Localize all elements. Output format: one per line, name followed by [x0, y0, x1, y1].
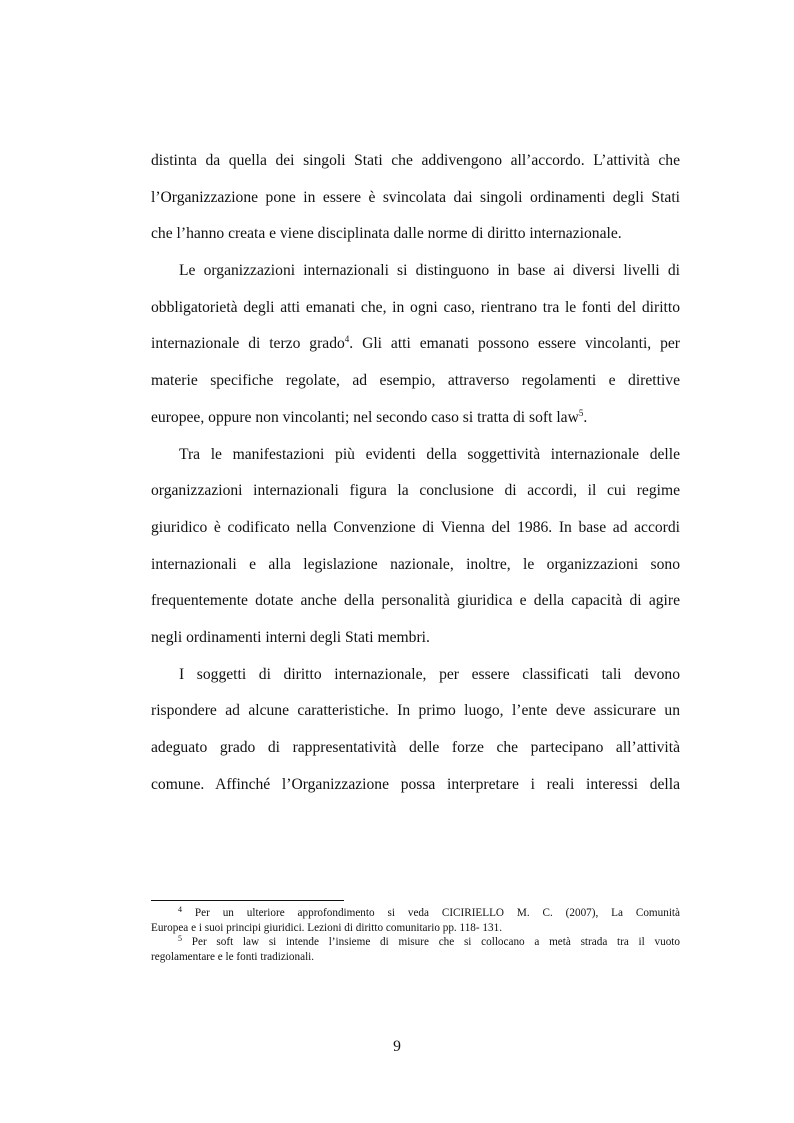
paragraph-4-line-4: comune. Affinché l’Organizzazione possa interpretare i reali interessi della	[151, 775, 680, 793]
paragraph-3-line-4: internazionali e alla legislazione nazionale, inoltre, le organizzazioni sono	[151, 555, 680, 573]
footnote-4-line-1	[151, 906, 680, 921]
footnote-5-line-2: regolamentare e le fonti tradizionali.	[151, 950, 315, 963]
paragraph-2-line-5	[151, 400, 680, 437]
paragraph-1	[151, 143, 680, 253]
paragraph-1-line-3: che l’hanno creata e viene disciplinata dalle norme di diritto internazionale.	[151, 225, 622, 243]
paragraph-2-line-2: obbligatorietà degli atti emanati che, in ogni caso, rientrano tra le fonti del diritto	[151, 298, 680, 316]
body-text	[151, 143, 680, 803]
paragraph-2-line-3-text-a: internazionale di terzo grado	[151, 335, 345, 353]
paragraph-1-line-1: distinta da quella dei singoli Stati che addivengono all’accordo. L’attività che	[151, 152, 680, 169]
footnote-4-line-2: Europea e i suoi principi giuridici. Lezioni di diritto comunitario pp. 118- 131.	[151, 921, 502, 934]
paragraph-3-line-6: negli ordinamenti interni degli Stati membri.	[151, 628, 430, 646]
paragraph-4-line-1: I soggetti di diritto internazionale, per essere classificati tali devono	[179, 665, 680, 683]
paragraph-3-line-5: frequentemente dotate anche della personalità giuridica e della capacità di agire	[151, 592, 680, 610]
paragraph-2-line-3	[151, 326, 680, 363]
footnotes	[151, 906, 680, 964]
paragraph-2	[151, 253, 680, 436]
footnote-5	[151, 935, 680, 964]
footnote-4-number: 4	[178, 905, 182, 914]
paragraph-2-line-4: materie specifiche regolate, ad esempio, attraverso regolamenti e direttive	[151, 372, 680, 390]
paragraph-3-line-2: organizzazioni internazionali figura la conclusione di accordi, il cui regime	[151, 482, 680, 500]
footnote-5-number: 5	[178, 934, 182, 944]
page-number: 9	[393, 1038, 401, 1055]
paragraph-4-line-3: adeguato grado di rappresentatività delle forze che partecipano all’attività	[151, 739, 680, 756]
paragraph-3-line-3: giuridico è codificato nella Convenzione di Vienna del 1986. In base ad accordi	[151, 518, 680, 536]
paragraph-4	[151, 657, 680, 804]
footnote-5-text-1: Per soft law si intende l’insieme di misure che si collocano a metà strada tra il vuoto	[191, 936, 681, 949]
footnote-separator	[151, 900, 344, 901]
paragraph-1-line-2: l’Organizzazione pone in essere è svincolata dai singoli ordinamenti degli Stati	[151, 188, 680, 206]
paragraph-3-line-1: Tra le manifestazioni più evidenti della soggettività internazionale delle	[179, 445, 680, 463]
paragraph-2-line-3-text-b: . Gli atti emanati possono essere vincolanti, per	[349, 335, 681, 353]
footnote-ref-4: 4	[344, 334, 350, 345]
footnote-4	[151, 906, 680, 935]
paragraph-4-line-2: rispondere ad alcune caratteristiche. In primo luogo, l’ente deve assicurare un	[151, 702, 680, 720]
paragraph-2-line-1: Le organizzazioni internazionali si distinguono in base ai diversi livelli di	[179, 262, 680, 280]
paragraph-2-line-5-text-b: .	[583, 408, 588, 426]
footnote-4-text-1: Per un ulteriore approfondimento si veda CICIRIELLO M. C. (2007), La Comunità	[194, 907, 680, 919]
paragraph-3	[151, 437, 680, 657]
footnote-ref-5: 5	[578, 407, 584, 418]
paragraph-2-line-5-text-a: europee, oppure non vincolanti; nel secondo caso si tratta di soft law	[151, 408, 579, 426]
footnote-5-line-1	[151, 935, 680, 950]
